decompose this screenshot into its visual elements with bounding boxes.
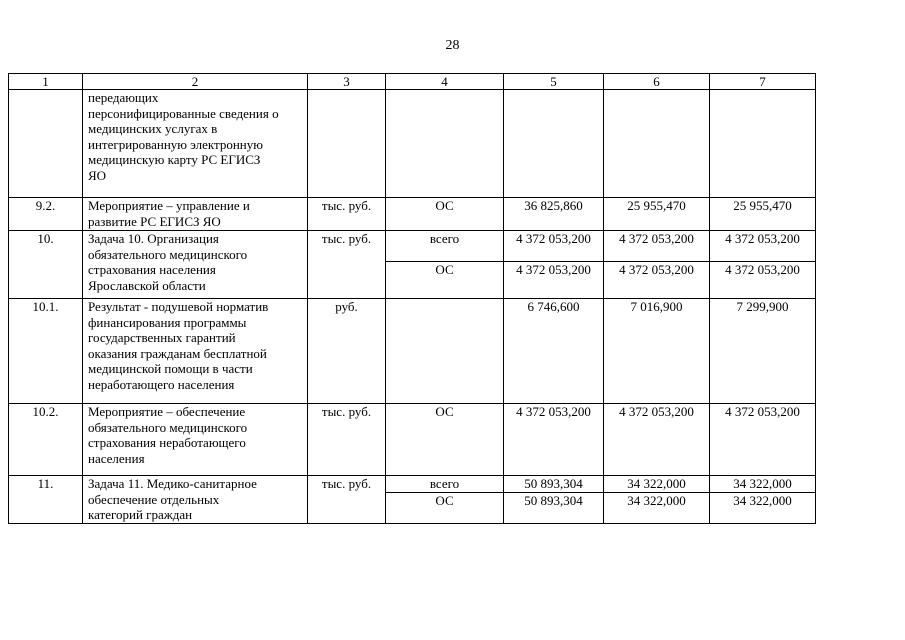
value-cell-6: 4 372 053,200: [604, 231, 710, 262]
row-name-cell: [83, 404, 308, 476]
value-cell-6: [604, 90, 710, 198]
row-name-line: страхования населения: [88, 262, 216, 277]
source-cell: ОС: [386, 404, 504, 476]
row-number-cell: 11.: [9, 476, 83, 524]
row-name-line: ЯО: [88, 167, 107, 183]
source-cell: [386, 90, 504, 198]
row-name-cell: [83, 231, 308, 299]
row-name-line: оказания гражданам бесплатной: [88, 345, 267, 361]
row-number-cell: 10.: [9, 231, 83, 299]
column-header-3: 3: [308, 74, 386, 90]
table-row-10-1: [9, 299, 816, 404]
row-name-line: Задача 11. Медико-санитарное: [88, 476, 257, 491]
unit-cell: тыс. руб.: [308, 231, 386, 299]
row-name-line: населения: [88, 450, 145, 466]
row-number-cell: 10.1.: [9, 299, 83, 404]
source-cell: ОС: [386, 198, 504, 231]
value-cell-5: 4 372 053,200: [504, 404, 604, 476]
source-cell: всего: [386, 476, 504, 493]
value-cell-5: 4 372 053,200: [504, 231, 604, 262]
row-name-line: передающих: [88, 90, 159, 105]
row-name-cell: [83, 476, 308, 524]
row-name-line: категорий граждан: [88, 507, 193, 522]
source-cell: [386, 299, 504, 404]
value-cell-6: 25 955,470: [604, 198, 710, 231]
unit-cell: тыс. руб.: [308, 404, 386, 476]
row-name-line: развитие РС ЕГИСЗ ЯО: [88, 213, 221, 229]
source-cell: ОС: [386, 493, 504, 524]
unit-cell: руб.: [308, 299, 386, 404]
table-row-continuation: [9, 90, 816, 198]
row-number-cell: [9, 90, 83, 198]
value-cell-7: 4 372 053,200: [710, 231, 816, 262]
value-cell-5: 36 825,860: [504, 198, 604, 231]
row-name-cell: [83, 198, 308, 231]
row-number-cell: 9.2.: [9, 198, 83, 231]
row-name-line: обязательного медицинского: [88, 246, 248, 262]
row-name-line: страхования неработающего: [88, 435, 246, 450]
row-name-line: обеспечение отдельных: [88, 491, 220, 507]
row-name-line: финансирования программы: [88, 314, 247, 330]
row-name-line: интегрированную электронную: [88, 136, 263, 152]
unit-cell: [308, 90, 386, 198]
value-cell-7: 34 322,000: [710, 476, 816, 493]
value-cell-5: [504, 90, 604, 198]
row-name-line: Задача 10. Организация: [88, 231, 219, 246]
value-cell-6: 34 322,000: [604, 476, 710, 493]
column-header-6: 6: [604, 74, 710, 90]
column-number-header-row: [9, 74, 816, 90]
unit-cell: тыс. руб.: [308, 476, 386, 524]
row-name-cell: [83, 90, 308, 198]
value-cell-5: 50 893,304: [504, 493, 604, 524]
value-cell-7: 25 955,470: [710, 198, 816, 231]
row-name-line: Ярославской области: [88, 277, 206, 293]
table-row-10-total: [9, 231, 816, 262]
source-cell: ОС: [386, 262, 504, 299]
table-row-10-2: [9, 404, 816, 476]
value-cell-6: 4 372 053,200: [604, 404, 710, 476]
value-cell-6: 34 322,000: [604, 493, 710, 524]
table-row-9-2: [9, 198, 816, 231]
row-name-line: медицинскую карту РС ЕГИСЗ: [88, 152, 261, 167]
page-number: 28: [445, 38, 460, 53]
table-row-11-total: [9, 476, 816, 493]
value-cell-5: 50 893,304: [504, 476, 604, 493]
value-cell-7: 4 372 053,200: [710, 404, 816, 476]
source-cell: всего: [386, 231, 504, 262]
row-name-line: Мероприятие – обеспечение: [88, 404, 246, 419]
value-cell-7: 7 299,900: [710, 299, 816, 404]
value-cell-5: 6 746,600: [504, 299, 604, 404]
value-cell-7: 34 322,000: [710, 493, 816, 524]
value-cell-6: 4 372 053,200: [604, 262, 710, 299]
row-number-cell: 10.2.: [9, 404, 83, 476]
unit-cell: тыс. руб.: [308, 198, 386, 231]
value-cell-6: 7 016,900: [604, 299, 710, 404]
row-name-line: Мероприятие – управление и: [88, 198, 250, 213]
row-name-line: медицинских услугах в: [88, 121, 218, 136]
column-header-5: 5: [504, 74, 604, 90]
value-cell-7: 4 372 053,200: [710, 262, 816, 299]
row-name-line: неработающего населения: [88, 376, 235, 392]
row-name-line: Результат - подушевой норматив: [88, 299, 269, 314]
column-header-1: 1: [9, 74, 83, 90]
row-name-cell: [83, 299, 308, 404]
budget-table: [8, 73, 816, 524]
row-name-line: государственных гарантий: [88, 330, 236, 345]
value-cell-7: [710, 90, 816, 198]
row-name-line: персонифицированные сведения о: [88, 105, 279, 121]
column-header-4: 4: [386, 74, 504, 90]
value-cell-5: 4 372 053,200: [504, 262, 604, 299]
column-header-7: 7: [710, 74, 816, 90]
row-name-line: медицинской помощи в части: [88, 361, 253, 376]
row-name-line: обязательного медицинского: [88, 419, 248, 435]
column-header-2: 2: [83, 74, 308, 90]
